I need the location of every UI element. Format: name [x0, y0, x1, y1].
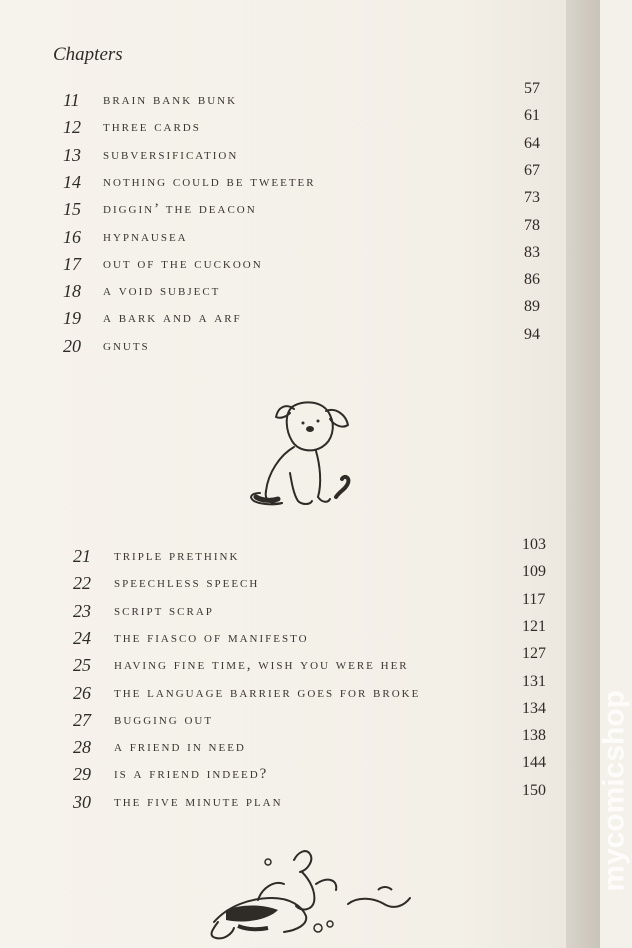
chapter-page-number: 64 [524, 134, 540, 152]
chapter-page-number: 67 [524, 161, 540, 179]
chapter-number: 29 [73, 764, 91, 785]
puppy-worm-illustration [232, 393, 362, 518]
chapter-title: diggin’ the deacon [103, 201, 257, 218]
chapter-title: a bark and a arf [103, 310, 242, 327]
chapter-number: 24 [73, 627, 91, 648]
chapter-page-number: 86 [524, 271, 540, 289]
chapter-title: speechless speech [114, 575, 260, 592]
chapter-number: 18 [63, 281, 81, 302]
chapter-number: 19 [63, 308, 81, 329]
chapter-number: 15 [63, 199, 81, 220]
chapter-title: a void subject [103, 283, 221, 300]
chapter-title: three cards [103, 119, 201, 136]
chapter-title: the five minute plan [114, 793, 283, 810]
chapter-number: 21 [73, 546, 91, 566]
chapter-number: 27 [73, 709, 91, 730]
chapter-page-number: 150 [522, 781, 546, 799]
chapter-number: 20 [63, 335, 81, 356]
chapter-number: 14 [63, 171, 81, 192]
chapter-number: 17 [63, 253, 81, 274]
chapter-title: is a friend indeed? [114, 766, 269, 783]
watermark-text: mycomicshop [598, 690, 631, 892]
chapter-title: gnuts [103, 337, 150, 354]
chapter-number: 23 [73, 600, 91, 621]
chapter-number: 11 [63, 90, 80, 110]
chapter-title: triple prethink [114, 548, 240, 564]
chapter-page-number: 57 [524, 80, 540, 97]
fallen-dog-worm-illustration [198, 840, 428, 945]
chapters-heading: Chapters [53, 44, 123, 65]
chapter-page-number: 138 [522, 727, 546, 745]
chapter-page-number: 127 [522, 645, 546, 663]
book-gutter [566, 0, 600, 948]
chapter-page-number: 134 [522, 699, 546, 717]
chapter-number: 12 [63, 117, 81, 138]
chapter-page-number: 78 [524, 216, 540, 234]
chapter-page-number: 144 [522, 754, 546, 772]
chapter-page-number: 109 [522, 563, 546, 581]
chapter-number: 25 [73, 655, 91, 676]
chapter-page-number: 83 [524, 243, 540, 261]
chapter-page-number: 103 [522, 536, 546, 553]
chapter-number: 13 [63, 144, 81, 165]
chapter-number: 30 [73, 791, 91, 812]
chapter-page-number: 94 [524, 325, 540, 343]
chapter-page-number: 89 [524, 298, 540, 316]
chapter-number: 22 [73, 573, 91, 594]
chapter-page-number: 73 [524, 189, 540, 207]
chapter-title: bugging out [114, 711, 214, 728]
chapter-number: 26 [73, 682, 91, 703]
chapter-title: script scrap [114, 602, 214, 619]
chapter-number: 28 [73, 737, 91, 758]
chapter-title: the language barrier goes for broke [114, 684, 421, 701]
chapter-page-number: 61 [524, 107, 540, 125]
chapter-title: out of the cuckoon [103, 255, 263, 272]
chapter-title: subversification [103, 146, 239, 163]
chapter-title: nothing could be tweeter [103, 173, 316, 190]
chapter-number: 16 [63, 226, 81, 247]
chapter-title: brain bank bunk [103, 92, 238, 108]
chapter-title: hypnausea [103, 228, 188, 245]
chapter-page-number: 121 [522, 617, 546, 635]
chapter-title: a friend in need [114, 739, 246, 756]
chapter-title: the fiasco of manifesto [114, 629, 309, 646]
chapter-page-number: 131 [522, 672, 546, 690]
chapter-page-number: 117 [522, 590, 546, 608]
chapter-title: having fine time, wish you were her [114, 657, 409, 674]
